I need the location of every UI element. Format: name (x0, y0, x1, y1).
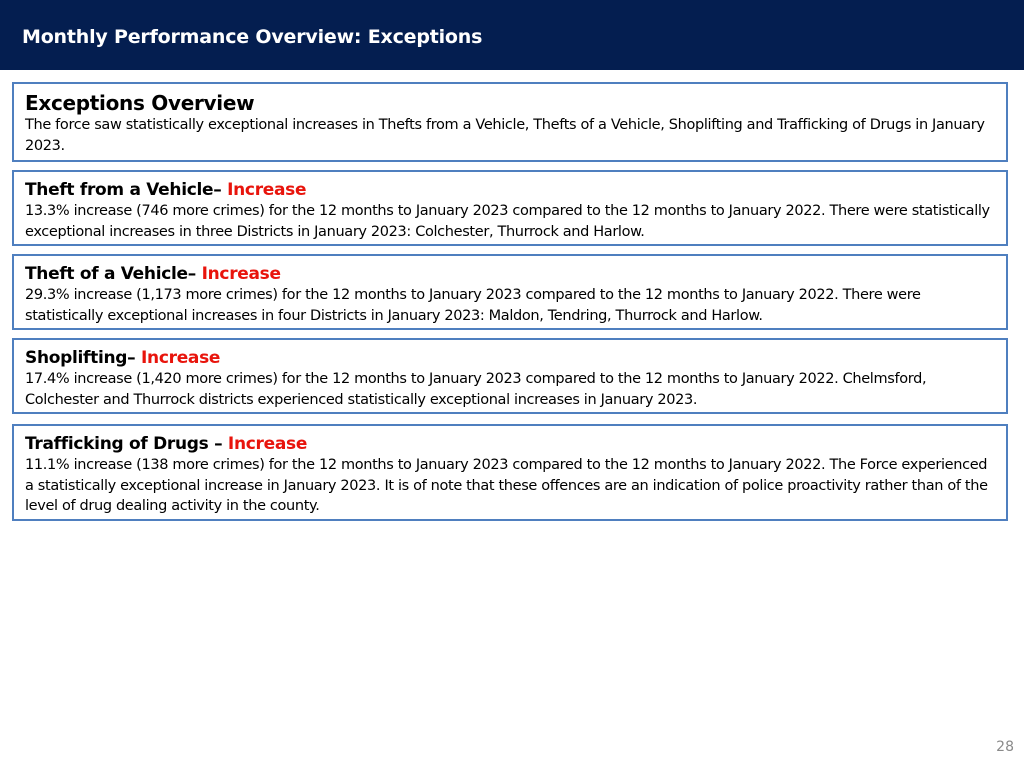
section-title-text: Shoplifting– (25, 348, 141, 368)
exceptions-overview-box (12, 82, 1008, 162)
section-title (25, 433, 996, 455)
status-badge: Increase (227, 434, 308, 454)
status-badge: Increase (141, 348, 221, 368)
section-title-text: Trafficking of Drugs – (25, 434, 228, 454)
section-text: 11.1% increase (138 more crimes) for the 12 months to January 2023 compared to the 12 months to January 2022. The Force experienced a statistically exceptional increase in January 2023. It is of note that these offences are an indication of police proactivity rather than of the level of drug dealing activity in the county. (25, 457, 988, 514)
theft-of-vehicle-box (12, 254, 1008, 330)
section-text: 13.3% increase (746 more crimes) for the 12 months to January 2023 compared to the 12 months to January 2022. There were statistically exceptional increases in three Districts in January 2023: Colchester, Thurrock and Harlow. (25, 203, 990, 240)
section-text: 29.3% increase (1,173 more crimes) for the 12 months to January 2023 compared to the 12 months to January 2022. There were statistically exceptional increases in four Districts in January 2023: Maldon, Tendring, Thurrock and Harlow. (25, 287, 921, 324)
status-badge: Increase (201, 264, 281, 284)
section-title-text: Theft from a Vehicle– (25, 180, 228, 200)
section-title (25, 347, 996, 369)
section-title-text: Theft of a Vehicle– (25, 264, 202, 284)
section-title (25, 179, 996, 201)
theft-from-vehicle-box (12, 170, 1008, 246)
page-number: 28 (996, 739, 1014, 755)
overview-title: Exceptions Overview (25, 91, 255, 115)
status-badge: Increase (227, 180, 307, 200)
shoplifting-box (12, 338, 1008, 414)
page-title: Monthly Performance Overview: Exceptions (22, 26, 483, 48)
overview-text: The force saw statistically exceptional increases in Thefts from a Vehicle, Thefts of a Vehicle, Shoplifting and Trafficking of Drugs in January 2023. (25, 117, 985, 154)
section-title (25, 263, 996, 285)
section-text: 17.4% increase (1,420 more crimes) for the 12 months to January 2023 compared to the 12 months to January 2022. Chelmsford, Colchester and Thurrock districts experienced statistically exceptional increases in January 2023. (25, 371, 927, 408)
trafficking-of-drugs-box (12, 424, 1008, 521)
header-bar (0, 0, 1024, 70)
